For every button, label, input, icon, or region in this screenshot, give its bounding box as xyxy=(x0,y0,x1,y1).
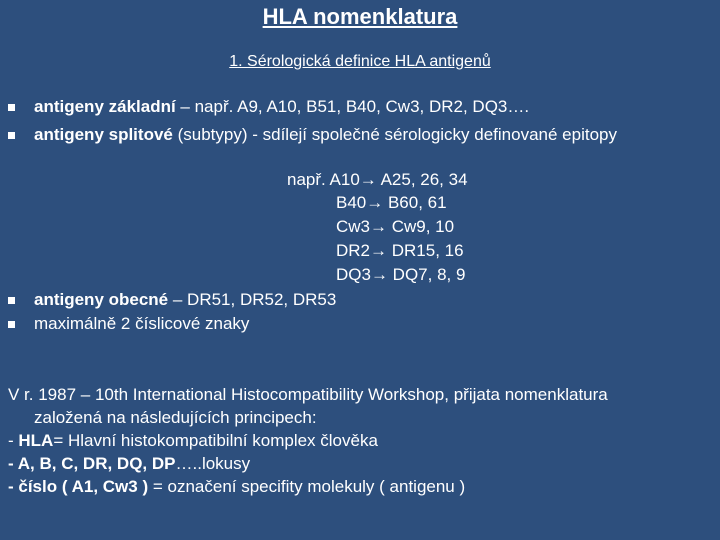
bullet-bold: antigeny splitové xyxy=(34,125,173,144)
specificity-definition: = označení specifity molekuly ( antigenu ) xyxy=(148,477,466,496)
bullet-marker xyxy=(8,132,15,139)
bullet-bold: antigeny obecné xyxy=(34,290,169,309)
paragraph-line: založená na následujících principech: xyxy=(34,408,317,427)
paragraph-line: V r. 1987 – 10th International Histocompatibility Workshop, přijata nomenklatura xyxy=(8,385,608,404)
dash: - xyxy=(8,431,19,450)
paragraph-specificity-line xyxy=(8,475,718,498)
paragraph-hla-line xyxy=(8,429,718,452)
example-line: Cw3→ Cw9, 10 xyxy=(336,217,455,236)
slide-title: HLA nomenklatura xyxy=(262,4,458,29)
nomenclature-paragraph xyxy=(8,383,718,498)
hla-definition: = Hlavní histokompatibilní komplex člověka xyxy=(53,431,378,450)
example-line: DR2→ DR15, 16 xyxy=(336,241,464,260)
bullet-text: – DR51, DR52, DR53 xyxy=(168,290,337,309)
bullet-marker xyxy=(8,321,15,328)
loci-term: - A, B, C, DR, DQ, DP xyxy=(8,454,176,473)
example-line: DQ3→ DQ7, 8, 9 xyxy=(336,265,466,284)
example-line: např. A10→ A25, 26, 34 xyxy=(287,170,468,189)
example-line: B40→ B60, 61 xyxy=(336,193,447,212)
loci-definition: …..lokusy xyxy=(175,454,251,473)
bullet-text: – např. A9, A10, B51, B40, Cw3, DR2, DQ3…. xyxy=(175,97,530,116)
paragraph-loci-line xyxy=(8,452,718,475)
bullet-marker xyxy=(8,297,15,304)
bullet-text: maximálně 2 číslicové znaky xyxy=(34,314,250,333)
bullet-marker xyxy=(8,104,15,111)
specificity-term: - číslo ( A1, Cw3 ) xyxy=(8,477,149,496)
hla-term: HLA xyxy=(18,431,54,450)
slide-subtitle: 1. Sérologická definice HLA antigenů xyxy=(229,53,491,70)
bullet-text: (subtypy) - sdílejí společné sérologicky definované epitopy xyxy=(172,125,617,144)
bullet-bold: antigeny základní xyxy=(34,97,176,116)
